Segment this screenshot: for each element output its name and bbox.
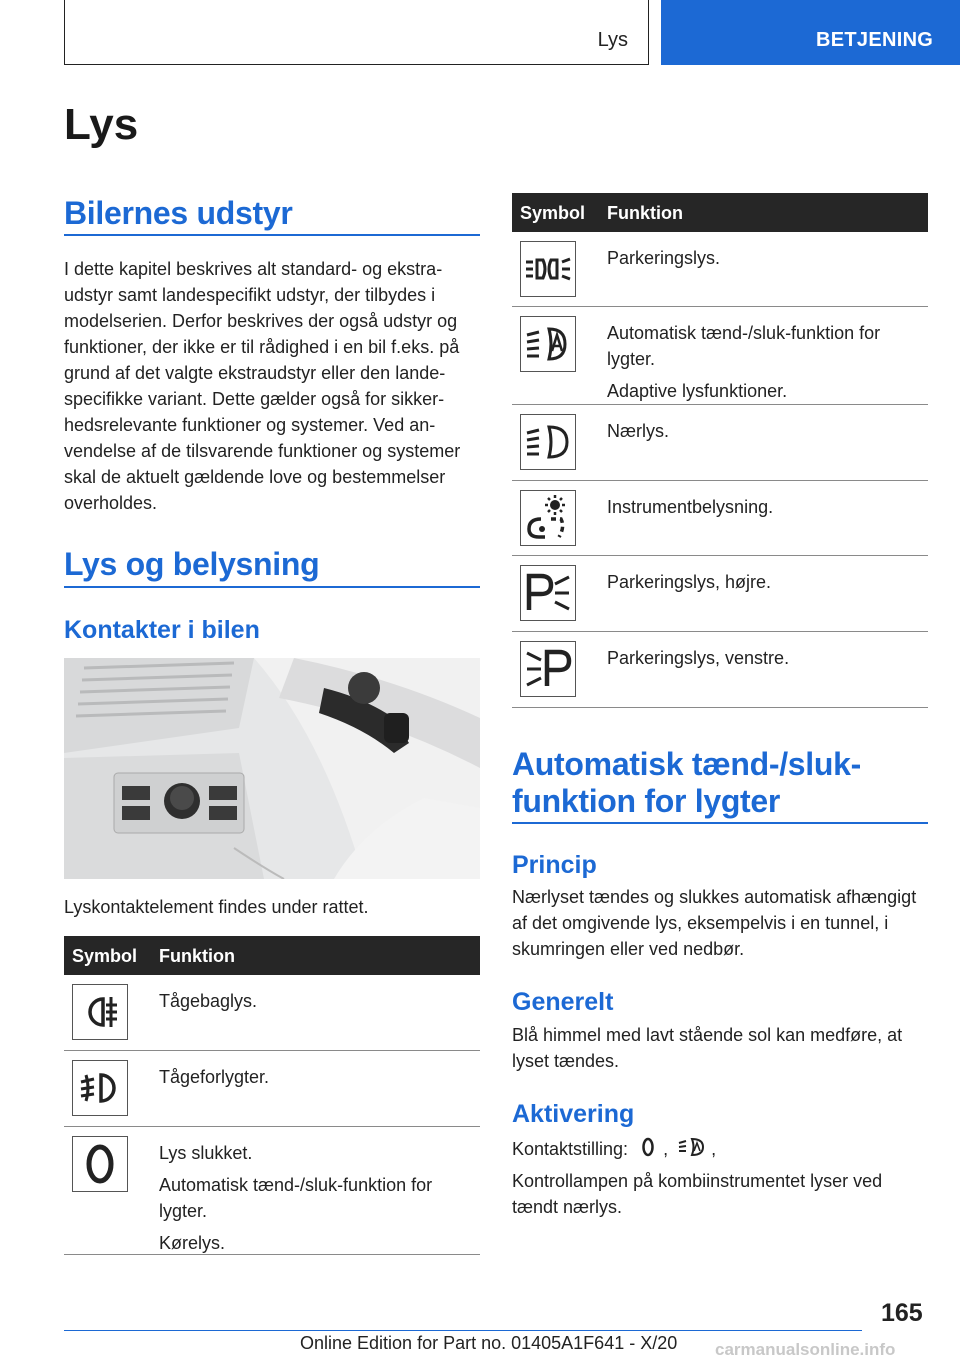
symbol-table-right bbox=[512, 193, 928, 708]
auto-headlight-icon bbox=[520, 316, 576, 372]
table-row bbox=[512, 556, 928, 632]
heading-switches: Kontakter i bilen bbox=[64, 616, 260, 644]
column-header-function: Funktion bbox=[607, 203, 683, 223]
watermark: carmanualsonline.info bbox=[715, 1340, 896, 1359]
instrument-lighting-icon bbox=[520, 490, 576, 546]
function-line: Instrumentbelysning. bbox=[607, 497, 774, 517]
page-title: Lys bbox=[64, 100, 139, 149]
heading-rule bbox=[512, 822, 928, 824]
lights-off-icon bbox=[72, 1136, 128, 1192]
row-function bbox=[607, 320, 924, 410]
rear-fog-light-icon bbox=[72, 984, 128, 1040]
heading-rule bbox=[64, 586, 480, 588]
table-row bbox=[512, 632, 928, 708]
photo-caption: Lyskontaktelement findes under rattet. bbox=[64, 897, 369, 917]
heading-principle: Princip bbox=[512, 851, 597, 879]
function-line: Tågeforlygter. bbox=[159, 1067, 270, 1087]
heading-equipment: Bilernes udstyr bbox=[64, 195, 293, 231]
low-beam-icon bbox=[520, 414, 576, 470]
indicator-paragraph: Kontrollampen på kombiinstrumentet lyser ved tændt nærlys. bbox=[512, 1171, 883, 1217]
column-header-symbol: Symbol bbox=[520, 203, 586, 223]
table-row bbox=[512, 307, 928, 405]
table-row bbox=[512, 481, 928, 556]
heading-lights: Lys og belysning bbox=[64, 546, 320, 582]
heading-auto-headlights bbox=[512, 746, 861, 820]
separator: , bbox=[711, 1139, 717, 1159]
row-function bbox=[607, 569, 924, 601]
ignition-label: Kontaktstilling: bbox=[512, 1139, 629, 1159]
equipment-paragraph: I dette kapitel beskrives alt standard- og ekstraudstyr samt landespecifikt udstyr, der tilbydes i modelserien. Derfor beskrives der også udstyr og funktioner, der ikke er til rådighed i en bil f.eks. på grund af det valgte ekstraudstyr eller den landespecifikke variant. Dette gælder også for sikkerhedsrelevante funktioner og systemer. Ved anvendelse af de tilsvarende funktioner og systemer skal de aktuelt gældende love og bestemmelser overholdes. bbox=[64, 259, 461, 513]
row-function bbox=[607, 245, 924, 277]
heading-rule bbox=[64, 234, 480, 236]
parking-light-right-icon bbox=[520, 565, 576, 621]
function-line: Automatisk tænd-/sluk-funktion for lygter. bbox=[607, 323, 881, 369]
row-function bbox=[607, 418, 924, 450]
auto-headlight-icon bbox=[677, 1135, 707, 1159]
table-row bbox=[512, 232, 928, 307]
table-row bbox=[64, 1127, 480, 1255]
principle-paragraph: Nærlyset tændes og slukkes automatisk afhængigt af det omgivende lys, eksempelvis i en tunnel, i skumringen eller ved nedbør. bbox=[512, 887, 917, 959]
column-header-symbol: Symbol bbox=[72, 946, 138, 966]
separator: , bbox=[663, 1139, 669, 1159]
function-line: Automatisk tænd-/sluk-funktion for lygter. bbox=[159, 1175, 433, 1221]
table-row bbox=[64, 1051, 480, 1127]
header-section-box bbox=[64, 0, 649, 65]
ignition-position-line bbox=[512, 1135, 930, 1162]
row-function bbox=[159, 988, 476, 1020]
header-section-title: Lys bbox=[597, 29, 628, 51]
function-line: Parkeringslys, højre. bbox=[607, 572, 772, 592]
light-switch-photo bbox=[64, 658, 480, 879]
parking-lights-icon bbox=[520, 241, 576, 297]
footer-edition: Online Edition for Part no. 01405A1F641 - X/20 bbox=[300, 1333, 678, 1353]
column-header-function: Funktion bbox=[159, 946, 235, 966]
table-row bbox=[512, 405, 928, 481]
heading-general: Generelt bbox=[512, 988, 614, 1016]
heading-line: Automatisk tænd-/sluk- bbox=[512, 746, 861, 782]
page-header bbox=[0, 0, 960, 66]
function-line: Adaptive lysfunktioner. bbox=[607, 381, 788, 401]
front-fog-light-icon bbox=[72, 1060, 128, 1116]
general-paragraph: Blå himmel med lavt stående sol kan medføre, at lyset tændes. bbox=[512, 1025, 903, 1071]
row-function bbox=[159, 1064, 476, 1096]
row-function bbox=[607, 645, 924, 677]
function-line: Parkeringslys, venstre. bbox=[607, 648, 790, 668]
function-line: Kørelys. bbox=[159, 1233, 226, 1253]
footer-rule bbox=[64, 1330, 862, 1331]
page-number: 165 bbox=[881, 1299, 923, 1327]
function-line: Lys slukket. bbox=[159, 1143, 253, 1163]
function-line: Tågebaglys. bbox=[159, 991, 258, 1011]
heading-line: funktion for lygter bbox=[512, 783, 781, 819]
header-chapter-tab[interactable] bbox=[661, 0, 960, 65]
header-chapter-label: BETJENING bbox=[816, 29, 934, 51]
symbol-table-left bbox=[64, 936, 480, 1255]
lights-off-icon bbox=[637, 1135, 659, 1159]
function-line: Nærlys. bbox=[607, 421, 669, 441]
table-row bbox=[64, 975, 480, 1051]
table-header bbox=[64, 936, 480, 975]
heading-activation: Aktivering bbox=[512, 1100, 635, 1128]
parking-light-left-icon bbox=[520, 641, 576, 697]
function-line: Parkeringslys. bbox=[607, 248, 721, 268]
row-function bbox=[607, 494, 924, 526]
row-function bbox=[159, 1140, 476, 1262]
table-header bbox=[512, 193, 928, 232]
